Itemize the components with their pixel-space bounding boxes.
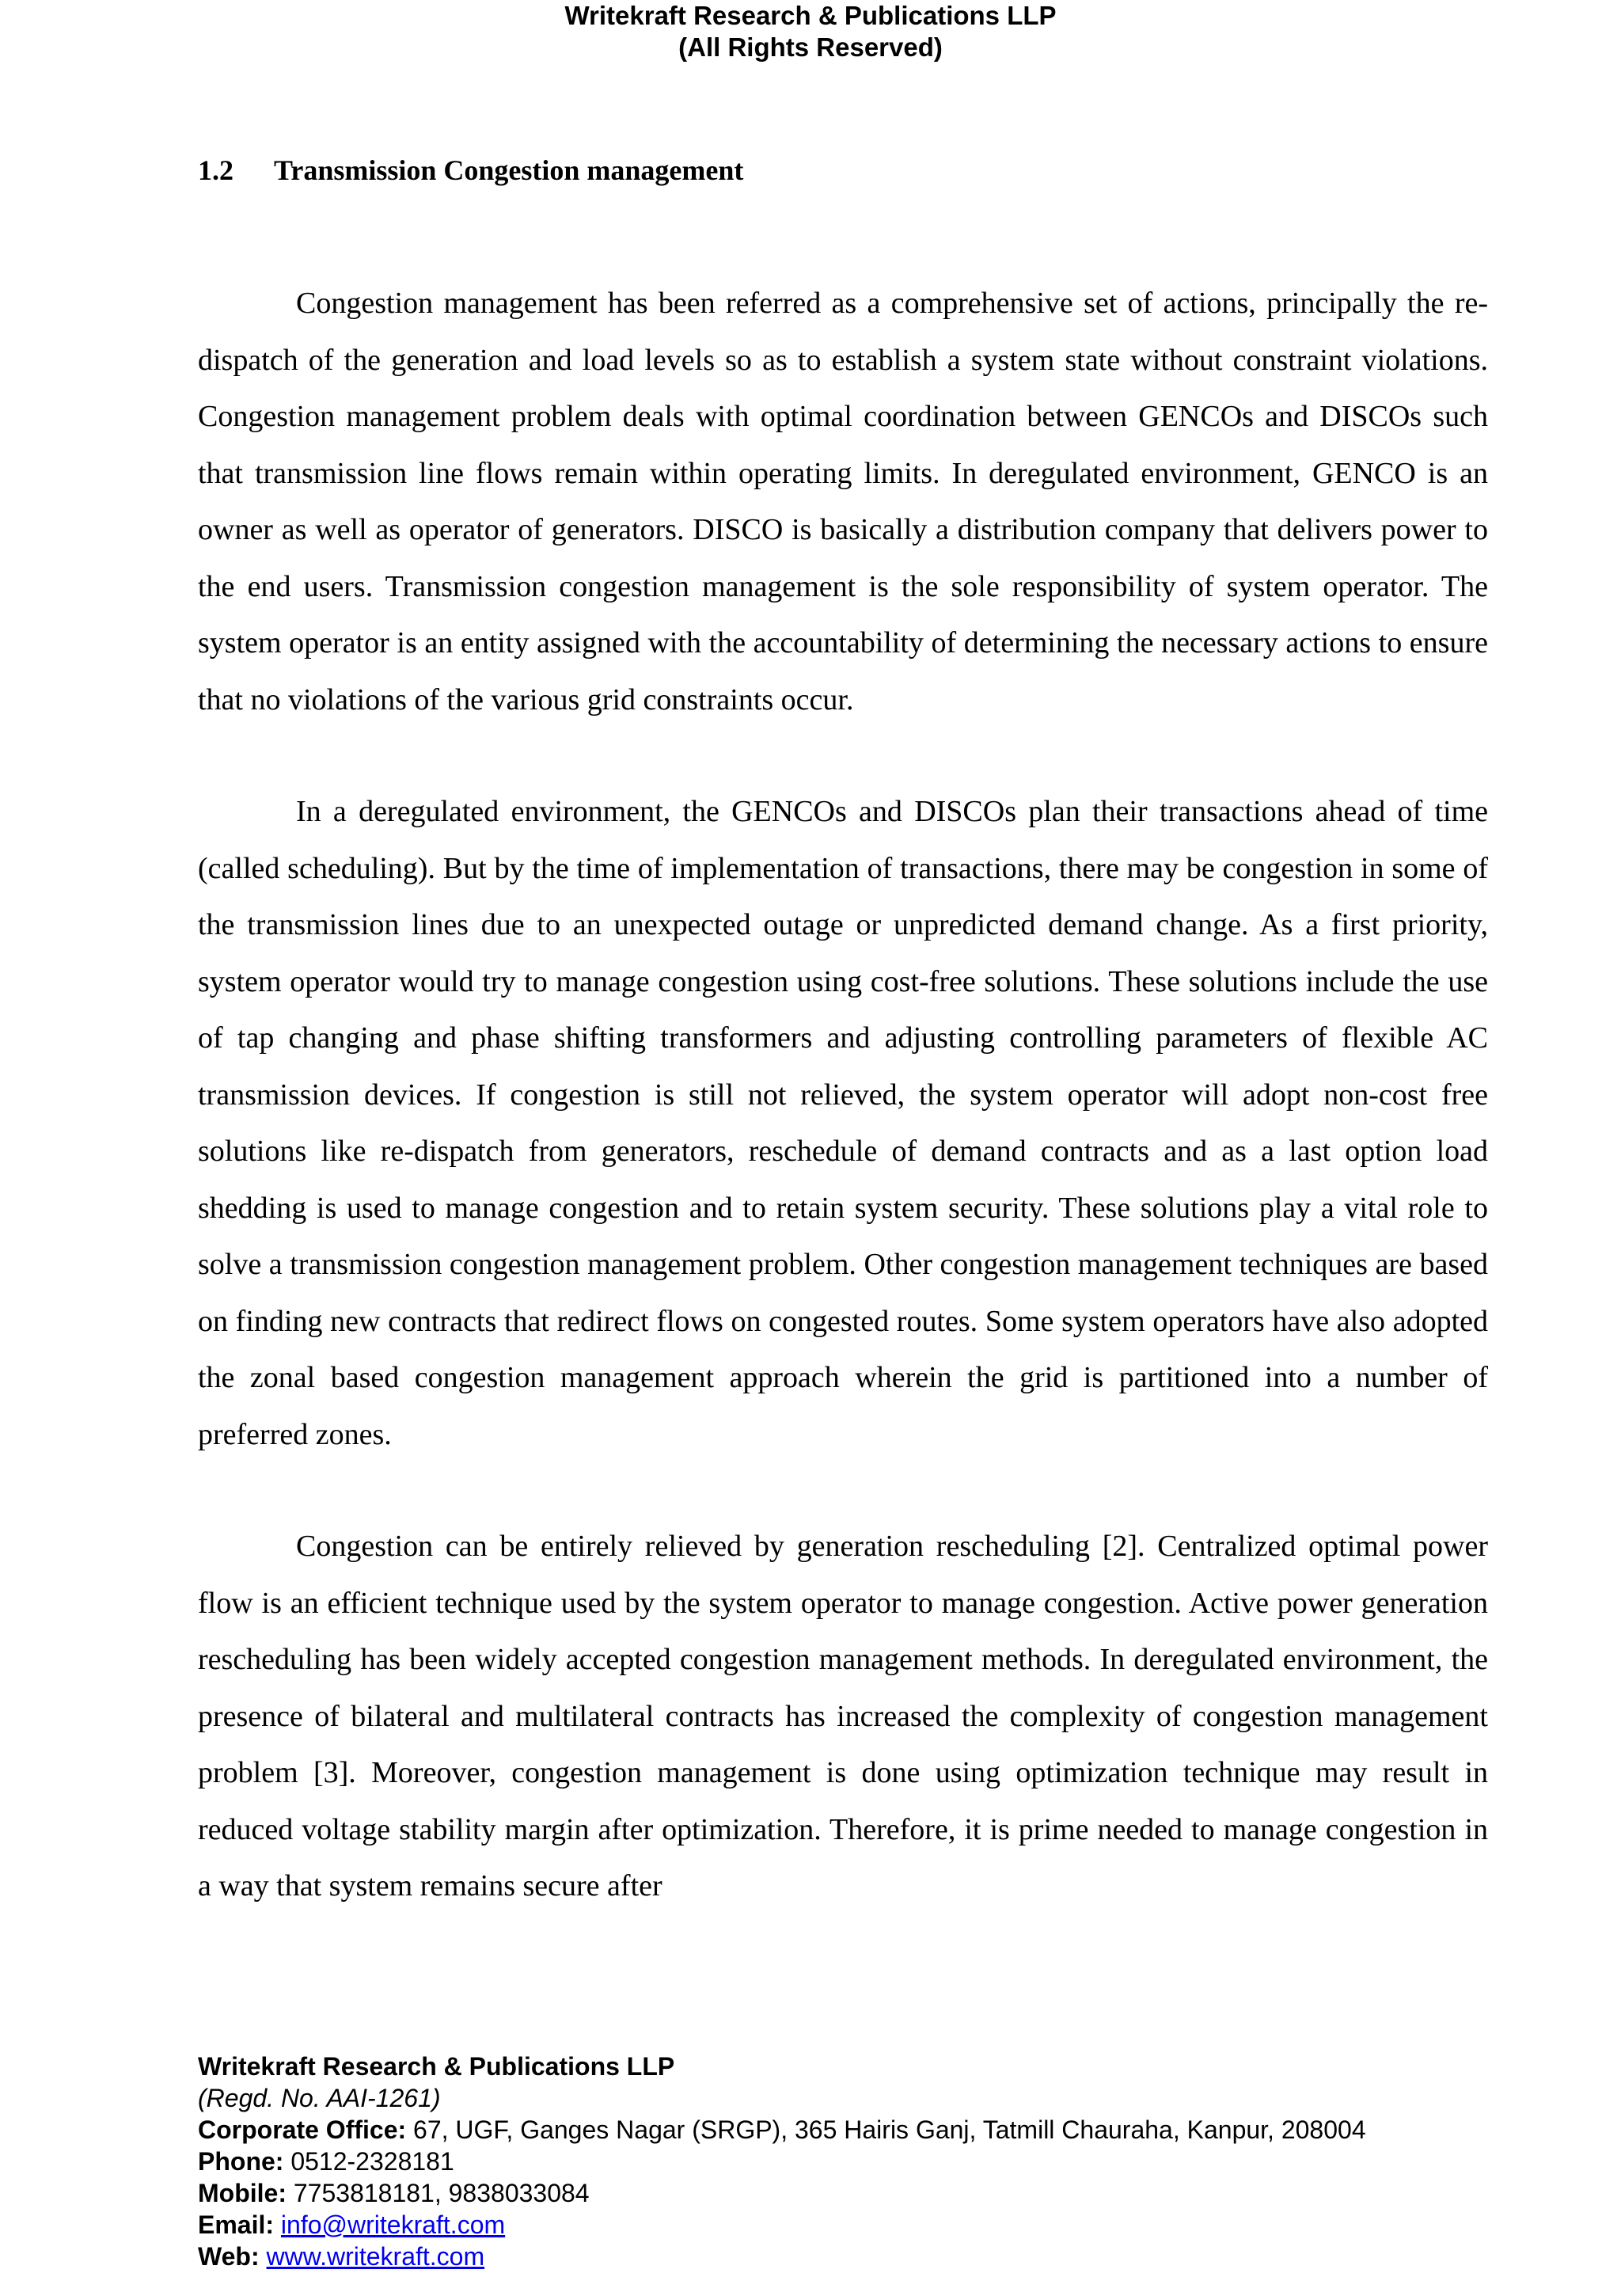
footer-email-label: Email: [198, 2210, 275, 2239]
footer-phone [198, 2146, 1583, 2177]
document-body [198, 152, 1488, 1971]
footer-mobile [198, 2177, 1583, 2209]
email-link[interactable]: info@writekraft.com [280, 2210, 506, 2239]
section-title: Transmission Congestion management [274, 154, 744, 186]
section-number: 1.2 [198, 154, 233, 186]
footer-web [198, 2241, 1583, 2272]
footer-web-label: Web: [198, 2242, 260, 2271]
footer-office [198, 2114, 1583, 2146]
footer-office-value: 67, UGF, Ganges Nagar (SRGP), 365 Hairis Ganj, Tatmill Chauraha, Kanpur, 208004 [406, 2115, 1366, 2144]
footer-office-label: Corporate Office: [198, 2115, 407, 2144]
footer-mobile-value: 7753818181, 9838033084 [286, 2179, 590, 2207]
footer-company-name: Writekraft Research & Publications LLP [198, 2052, 675, 2081]
paragraph-1: Congestion management has been referred as a comprehensive set of actions, principally the re-dispatch of the generation and load levels so as to establish a system state without constraint violations. Congestion management problem deals with optimal coordination between GENCOs and DISCOs such that transmission line flows remain within operating limits. In deregulated environment, GENCO is an owner as well as operator of generators. DISCO is basically a distribution company that delivers power to the end users. Transmission congestion management is the sole responsibility of system operator. The system operator is an entity assigned with the accountability of determining the necessary actions to ensure that no violations of the various grid constraints occur. [198, 287, 1488, 717]
page-header [0, 0, 1621, 63]
website-link[interactable]: www.writekraft.com [266, 2242, 485, 2271]
footer-phone-value: 0512-2328181 [283, 2147, 454, 2176]
footer-mobile-label: Mobile: [198, 2179, 287, 2207]
footer-phone-label: Phone: [198, 2147, 284, 2176]
section-heading [198, 152, 1488, 188]
page-footer [198, 2051, 1583, 2272]
paragraph-3: Congestion can be entirely relieved by generation rescheduling [2]. Centralized optimal power flow is an efficient technique used by the system operator to manage congestion. Active power generation rescheduling has been widely accepted congestion management methods. In deregulated environment, the presence of bilateral and multilateral contracts has increased the complexity of congestion management problem [3]. Moreover, congestion management is done using optimization technique may result in reduced voltage stability margin after optimization. Therefore, it is prime needed to manage congestion in a way that system remains secure after [198, 1530, 1488, 1903]
header-rights-notice: (All Rights Reserved) [678, 32, 943, 62]
header-company-name: Writekraft Research & Publications LLP [564, 1, 1057, 30]
footer-email [198, 2209, 1583, 2241]
paragraph-2: In a deregulated environment, the GENCOs and DISCOs plan their transactions ahead of time (called scheduling). But by the time of implementation of transactions, there may be congestion in some of the transmission lines due to an unexpected outage or unpredicted demand change. As a first priority, system operator would try to manage congestion using cost-free solutions. These solutions include the use of tap changing and phase shifting transformers and adjusting controlling parameters of flexible AC transmission devices. If congestion is still not relieved, the system operator will adopt non-cost free solutions like re-dispatch from generators, reschedule of demand contracts and as a last option load shedding is used to manage congestion and to retain system security. These solutions play a vital role to solve a transmission congestion management problem. Other congestion management techniques are based on finding new contracts that redirect flows on congested routes. Some system operators have also adopted the zonal based congestion management approach wherein the grid is partitioned into a number of preferred zones. [198, 795, 1488, 1451]
footer-registration: (Regd. No. AAI-1261) [198, 2084, 441, 2112]
